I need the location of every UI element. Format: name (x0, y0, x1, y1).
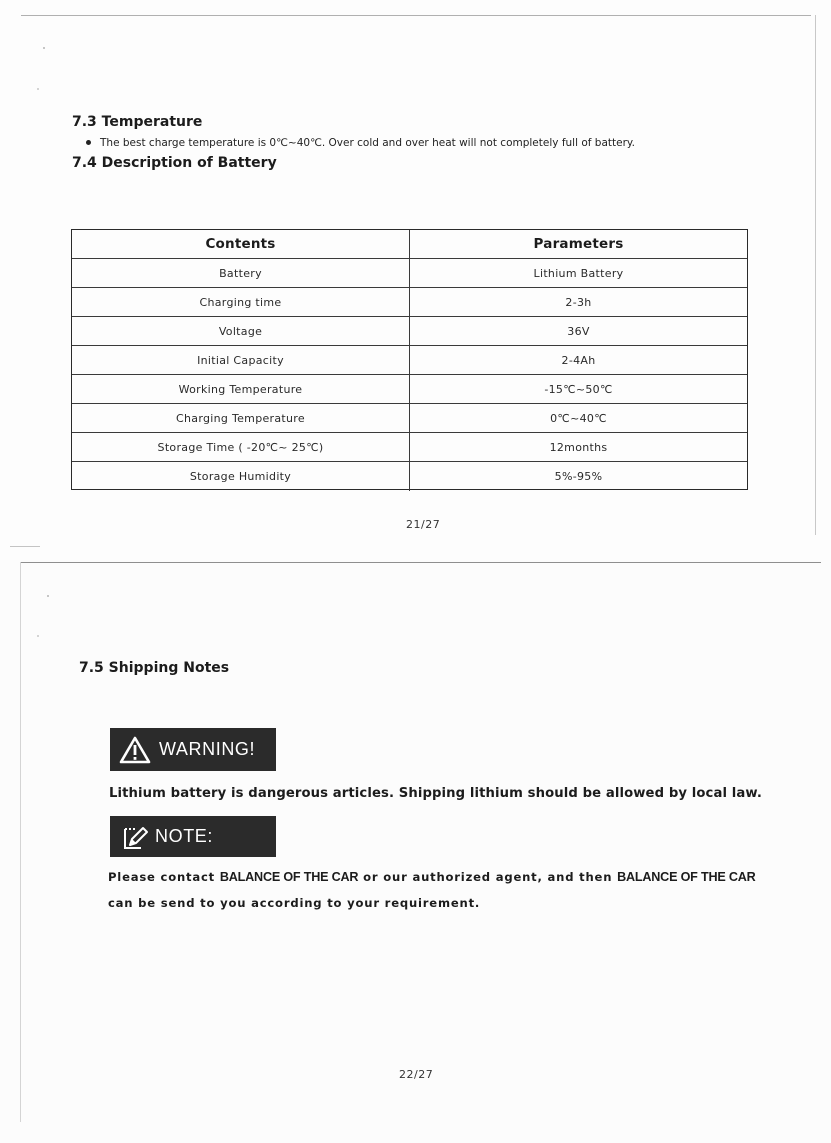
page-top-edge (21, 562, 821, 563)
table-cell-content: Working Temperature (72, 375, 410, 403)
note-text-line2: can be send to you according to your requirement. (108, 896, 481, 910)
brand-name: BALANCE OF THE CAR (219, 870, 359, 884)
table-header-row (72, 230, 747, 259)
note-text-line1 (108, 870, 756, 884)
table-cell-content: Charging Temperature (72, 404, 410, 432)
section-heading-description: 7.4 Description of Battery (72, 155, 277, 171)
warning-badge (110, 728, 276, 771)
table-cell-parameter: 12months (549, 440, 608, 454)
table-row (72, 462, 747, 491)
note-text-part: or our authorized agent, and then (358, 870, 618, 884)
page-right-edge (815, 15, 816, 535)
temperature-note-text: The best charge temperature is 0℃~40℃. Over cold and over heat will not completely full of battery. (100, 137, 635, 149)
table-row (72, 288, 747, 317)
scan-speck (43, 47, 45, 49)
table-cell-content: Storage Time ( -20℃~ 25℃) (72, 433, 410, 461)
bullet-icon (86, 140, 91, 145)
page-number: 21/27 (406, 518, 441, 531)
page-top-edge (21, 15, 811, 16)
table-cell-content: Voltage (72, 317, 410, 345)
table-cell-content: Initial Capacity (72, 346, 410, 374)
table-header-contents: Contents (72, 230, 410, 258)
table-cell-parameter: 0℃~40℃ (550, 411, 607, 425)
scan-speck (37, 635, 39, 637)
warning-triangle-icon (119, 736, 151, 764)
table-cell-parameter: 2-4Ah (561, 353, 596, 367)
table-cell-parameter: Lithium Battery (533, 266, 624, 280)
section-heading-shipping: 7.5 Shipping Notes (79, 660, 230, 676)
table-row (72, 375, 747, 404)
scan-speck (47, 595, 49, 597)
table-row (72, 346, 747, 375)
table-row (72, 317, 747, 346)
page-number: 22/27 (399, 1068, 434, 1081)
page-left-edge (20, 562, 21, 1122)
table-cell-parameter: 36V (567, 324, 590, 338)
table-cell-parameter: 2-3h (565, 295, 592, 309)
table-header-parameters: Parameters (533, 236, 624, 252)
scan-speck (37, 88, 39, 90)
note-badge (110, 816, 276, 857)
table-row (72, 259, 747, 288)
note-label: NOTE: (155, 826, 214, 846)
table-cell-parameter: 5%-95% (554, 470, 603, 483)
battery-spec-table (71, 229, 748, 490)
note-pencil-icon (121, 823, 149, 851)
warning-label: WARNING! (159, 739, 256, 759)
manual-page-21 (0, 0, 831, 560)
table-row (72, 433, 747, 462)
table-cell-content: Battery (72, 259, 410, 287)
brand-name: BALANCE OF THE CAR (617, 870, 756, 884)
page-bottom-edge (10, 546, 40, 547)
warning-text: Lithium battery is dangerous articles. Shipping lithium should be allowed by local law. (109, 786, 762, 801)
note-text-part: Please contact (108, 870, 220, 884)
table-cell-content: Charging time (72, 288, 410, 316)
temperature-note (86, 137, 635, 149)
table-row (72, 404, 747, 433)
section-heading-temperature: 7.3 Temperature (72, 114, 203, 130)
table-cell-parameter: -15℃~50℃ (544, 382, 613, 396)
table-cell-content: Storage Humidity (72, 462, 410, 491)
